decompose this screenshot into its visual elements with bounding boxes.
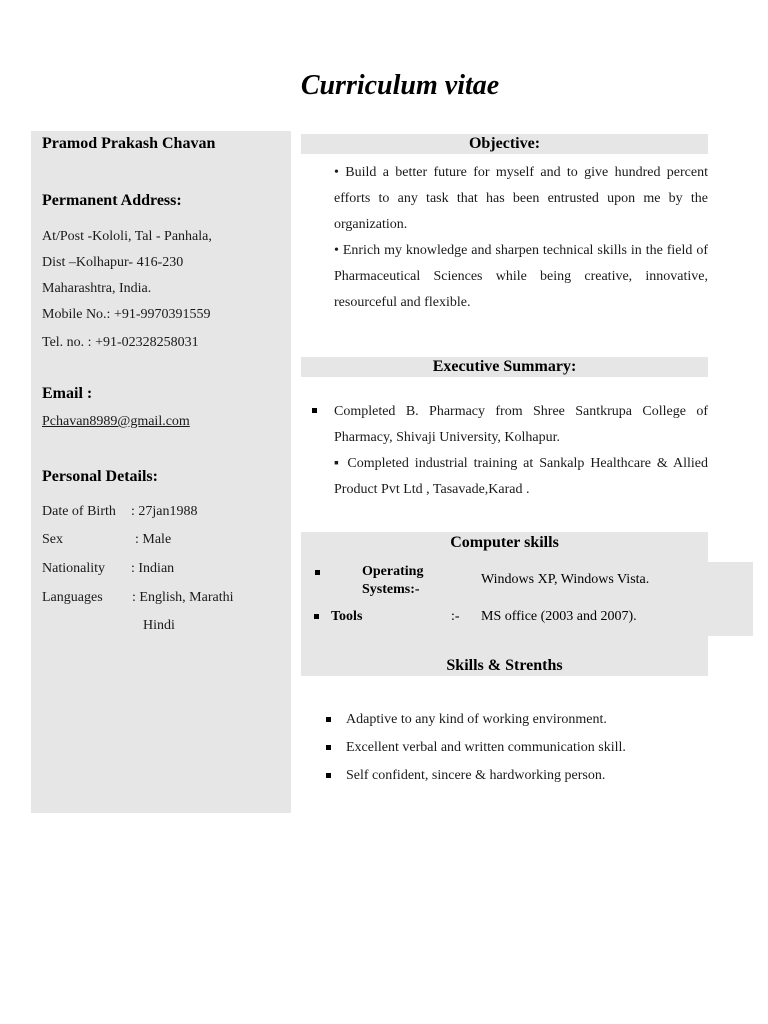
personal-heading: Personal Details: (42, 468, 158, 485)
tools-separator: :- (451, 609, 460, 624)
executive-point: Completed B. Pharmacy from Shree Santkrupa College of Pharmacy, Shivaji University, Kolhapur. (334, 404, 708, 445)
address-line: Dist –Kolhapur- 416-230 (42, 255, 184, 270)
objective-text (334, 160, 708, 316)
computer-heading: Computer skills (301, 532, 708, 562)
languages-value: : English, Marathi (132, 590, 234, 605)
tools-label: Tools (331, 609, 363, 624)
languages-value-cont: Hindi (143, 618, 175, 633)
sex-label: Sex (42, 532, 63, 547)
square-bullet-icon (326, 717, 331, 722)
skill-text: Self confident, sincere & hardworking person. (346, 768, 606, 783)
nationality-label: Nationality (42, 561, 105, 576)
dob-value: : 27jan1988 (131, 504, 198, 519)
square-bullet-icon (312, 408, 317, 413)
executive-heading: Executive Summary: (301, 357, 708, 377)
left-column (31, 131, 291, 813)
sex-value: : Male (135, 532, 172, 547)
os-value: Windows XP, Windows Vista. (481, 572, 650, 587)
list-item (346, 768, 626, 796)
dob-label: Date of Birth (42, 504, 116, 519)
executive-text (334, 399, 708, 503)
address-line: Maharashtra, India. (42, 281, 152, 296)
tools-value: MS office (2003 and 2007). (481, 609, 637, 624)
skills-list (346, 712, 626, 796)
address-line: At/Post -Kololi, Tal - Panhala, (42, 229, 212, 244)
computer-skills-table (301, 562, 753, 636)
skill-text: Excellent verbal and written communication skill. (346, 740, 626, 755)
objective-point: • Build a better future for myself and to give hundred percent efforts to any task that has been entrusted upon me by the organization. (334, 165, 708, 232)
square-bullet-icon (326, 773, 331, 778)
tel-line: Tel. no. : +91-02328258031 (42, 335, 199, 350)
square-bullet-icon (314, 614, 319, 619)
candidate-name: Pramod Prakash Chavan (42, 135, 216, 152)
email-link[interactable]: Pchavan8989@gmail.com (42, 414, 190, 429)
list-item (346, 740, 626, 768)
skill-text: Adaptive to any kind of working environment. (346, 712, 607, 727)
mobile-line: Mobile No.: +91-9970391559 (42, 307, 211, 322)
document-title: Curriculum vitae (300, 70, 500, 101)
list-item (346, 712, 626, 740)
square-bullet-icon (315, 570, 320, 575)
skills-heading: Skills & Strenths (301, 636, 708, 676)
address-heading: Permanent Address: (42, 192, 182, 209)
objective-point: • Enrich my knowledge and sharpen technical skills in the field of Pharmaceutical Sciences while being creative, innovative, resourceful and flexible. (334, 243, 708, 310)
languages-label: Languages (42, 590, 103, 605)
executive-point: ▪ Completed industrial training at Sankalp Healthcare & Allied Product Pvt Ltd , Tasavade,Karad . (334, 456, 708, 497)
nationality-value: : Indian (131, 561, 175, 576)
square-bullet-icon (326, 745, 331, 750)
objective-heading: Objective: (301, 134, 708, 154)
email-heading: Email : (42, 385, 93, 402)
os-label: Operating (362, 564, 424, 579)
os-label-cont: Systems:- (362, 582, 420, 597)
